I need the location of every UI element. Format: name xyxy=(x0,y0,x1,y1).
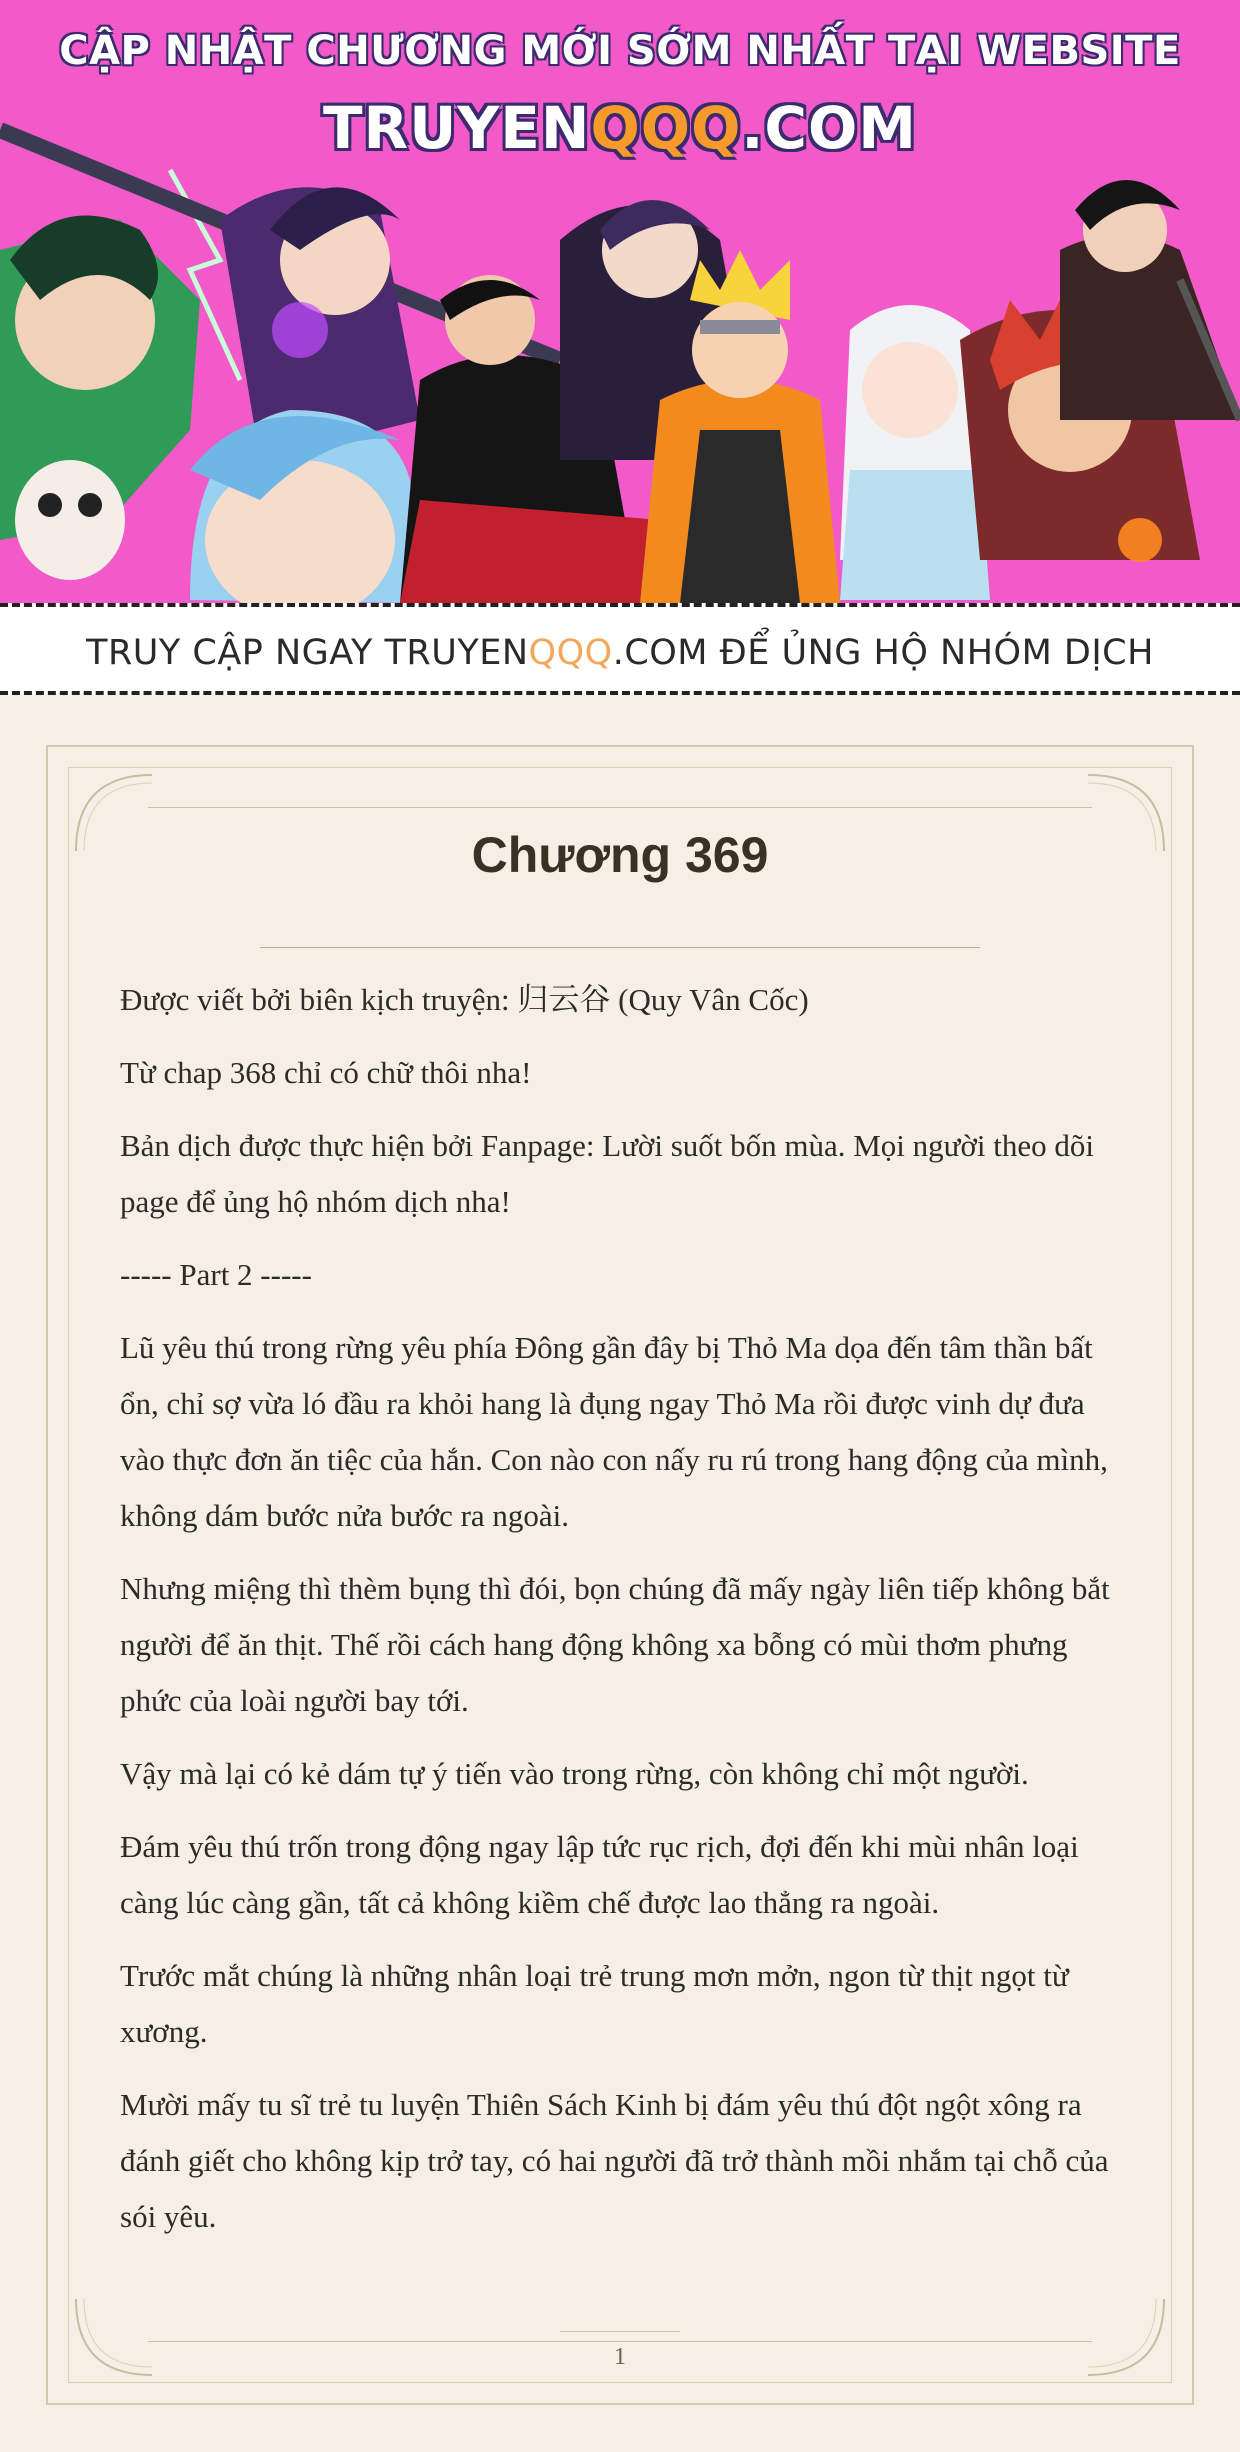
logo-suffix: .COM xyxy=(741,94,918,162)
card-bottom-rule xyxy=(148,2341,1092,2342)
strip-prefix: TRUY CẬP NGAY TRUYEN xyxy=(86,633,529,673)
chapter-title: Chương 369 xyxy=(471,827,769,883)
support-strip[interactable] xyxy=(0,603,1240,695)
anime-characters-illustration xyxy=(0,0,1240,603)
strip-suffix: .COM ĐỂ ỦNG HỘ NHÓM DỊCH xyxy=(612,633,1154,673)
paragraph: Bản dịch được thực hiện bởi Fanpage: Lười suốt bốn mùa. Mọi người theo dõi page để ủng hộ nhóm dịch nha! xyxy=(120,1128,1094,1219)
chapter-content xyxy=(120,972,1130,2262)
paragraph: Đám yêu thú trốn trong động ngay lập tức rục rịch, đợi đến khi mùi nhân loại càng lúc càng gần, tất cả không kiềm chế được lao thẳng ra ngoài. xyxy=(120,1829,1079,1920)
support-strip-text xyxy=(0,633,1240,673)
paragraph: Lũ yêu thú trong rừng yêu phía Đông gần đây bị Thỏ Ma dọa đến tâm thần bất ổn, chỉ sợ vừa ló đầu ra khỏi hang là đụng ngay Thỏ Ma rồi được vinh dự đưa vào thực đơn ăn tiệc của hắn. Con nào con nấy ru rú trong hang động của mình, không dám bước nửa bước ra ngoài. xyxy=(120,1330,1108,1533)
logo-accent: QQQ xyxy=(590,94,742,162)
paragraph: Mười mấy tu sĩ trẻ tu luyện Thiên Sách Kinh bị đám yêu thú đột ngột xông ra đánh giết cho không kịp trở tay, có hai người đã trở thành mồi nhắm tại chỗ của sói yêu. xyxy=(120,2087,1109,2234)
paragraph: Từ chap 368 chỉ có chữ thôi nha! xyxy=(120,1055,532,1090)
card-top-rule xyxy=(148,807,1092,808)
paragraph: Trước mắt chúng là những nhân loại trẻ trung mơn mởn, ngon từ thịt ngọt từ xương. xyxy=(120,1958,1069,2049)
paragraph: ----- Part 2 ----- xyxy=(120,1257,312,1292)
paragraph: Vậy mà lại có kẻ dám tự ý tiến vào trong rừng, còn không chỉ một người. xyxy=(120,1756,1029,1791)
page-number-rule xyxy=(560,2331,680,2332)
page-number: 1 xyxy=(614,2344,626,2370)
paragraph: Được viết bởi biên kịch truyện: 归云谷 (Quy Vân Cốc) xyxy=(120,982,809,1017)
banner-headline: CẬP NHẬT CHƯƠNG MỚI SỚM NHẤT TẠI WEBSITE xyxy=(59,28,1181,74)
strip-accent: QQQ xyxy=(528,633,613,673)
paragraph: Nhưng miệng thì thèm bụng thì đói, bọn chúng đã mấy ngày liên tiếp không bắt người để ăn thịt. Thế rồi cách hang động không xa bỗng có mùi thơm phưng phức của loài người bay tới. xyxy=(120,1571,1110,1718)
site-logo-text xyxy=(0,94,1240,162)
logo-prefix: TRUYEN xyxy=(322,94,591,162)
title-divider xyxy=(260,947,980,948)
promo-banner[interactable] xyxy=(0,0,1240,603)
